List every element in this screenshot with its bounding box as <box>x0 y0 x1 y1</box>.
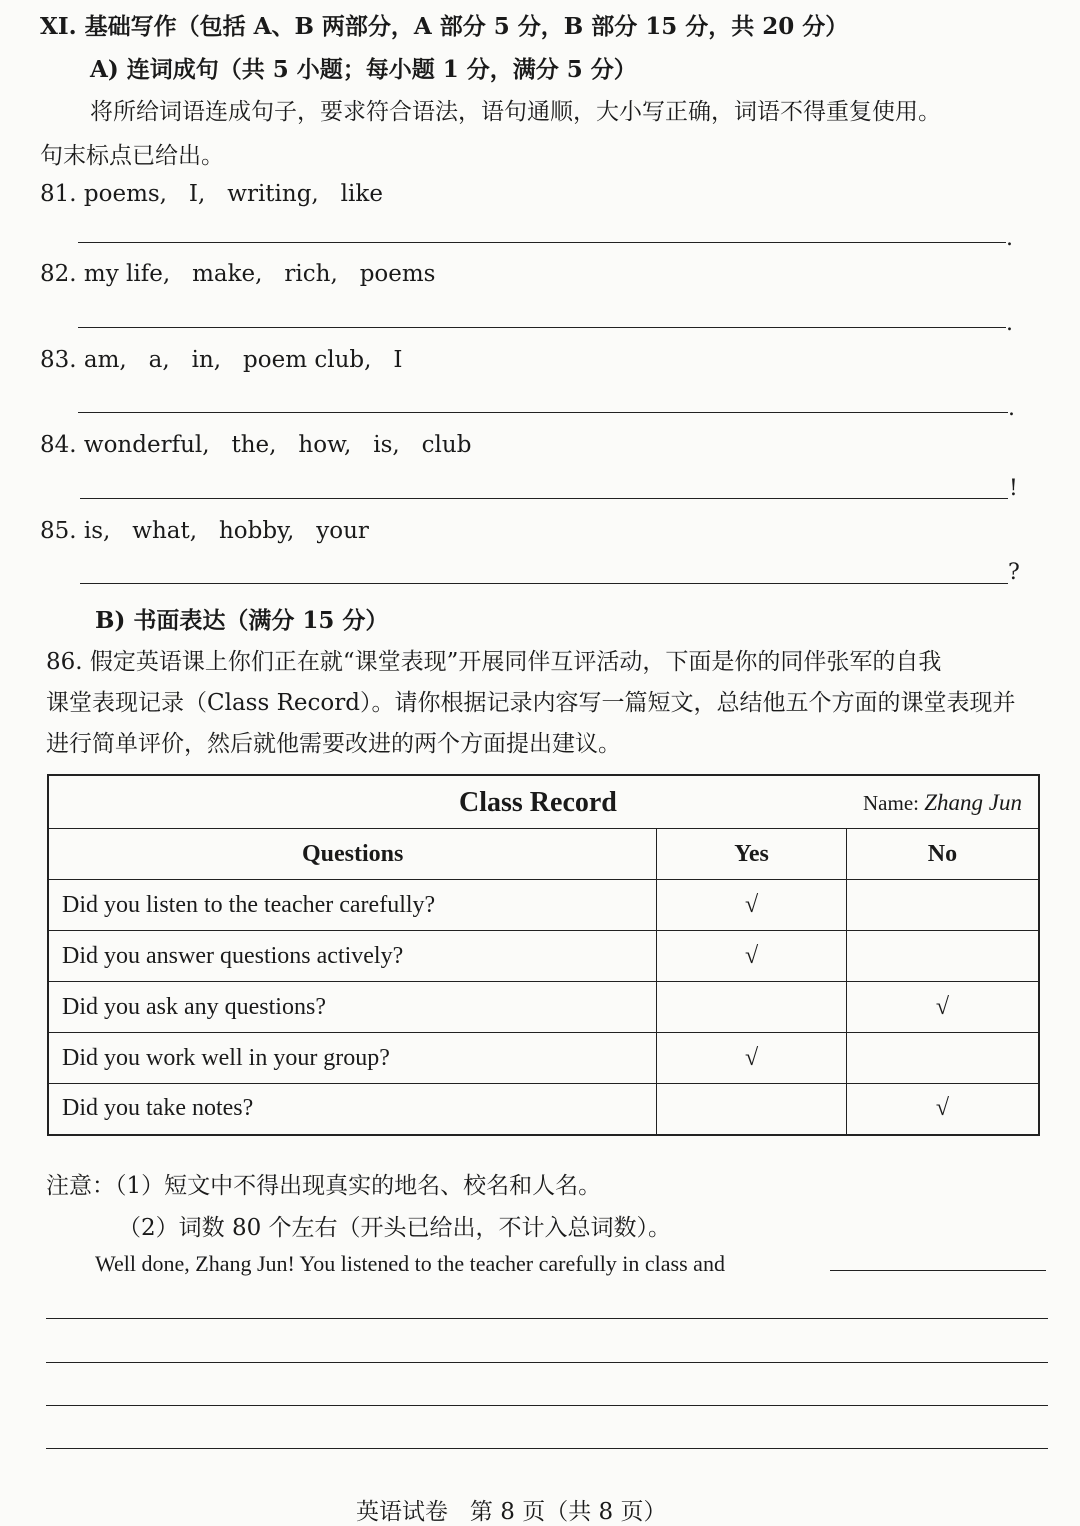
name-value: Zhang Jun <box>924 790 1022 815</box>
question-number: 84. <box>40 432 77 458</box>
row-question: Did you take notes? <box>48 1084 657 1135</box>
header-questions: Questions <box>48 829 657 880</box>
header-no: No <box>846 829 1039 880</box>
yes-check-cell <box>657 982 847 1033</box>
question-words: wonderful, the, how, is, club <box>83 432 472 458</box>
table-title-row <box>48 775 1039 829</box>
essay-line-3[interactable] <box>46 1405 1048 1406</box>
name-label: Name: <box>863 791 925 815</box>
no-check-cell: √ <box>846 1084 1039 1135</box>
part-a-instruction-2: 句末标点已给出。 <box>40 143 224 169</box>
class-record-table <box>47 774 1040 1136</box>
no-check-cell <box>846 931 1039 982</box>
part-b-prompt-2: 课堂表现记录（Class Record）。请你根据记录内容写一篇短文，总结他五个方面的课堂表现并 <box>46 690 1016 716</box>
part-a-instruction-1: 将所给词语连成句子，要求符合语法，语句通顺，大小写正确，词语不得重复使用。 <box>90 99 941 125</box>
answer-line-82[interactable] <box>78 327 1006 328</box>
essay-line-0[interactable] <box>830 1270 1046 1271</box>
part-a-title: A) 连词成句（共 5 小题；每小题 1 分，满分 5 分） <box>90 56 637 83</box>
page-footer: 英语试卷 第 8 页（共 8 页） <box>356 1499 667 1525</box>
yes-check-cell <box>657 1084 847 1135</box>
essay-line-2[interactable] <box>46 1362 1048 1363</box>
note-2: （2）词数 80 个左右（开头已给出，不计入总词数）。 <box>118 1215 672 1241</box>
table-row <box>48 982 1039 1033</box>
yes-check-cell: √ <box>657 931 847 982</box>
no-check-cell <box>846 1033 1039 1084</box>
question-82 <box>40 261 435 287</box>
answer-line-83[interactable] <box>78 412 1008 413</box>
row-question: Did you answer questions actively? <box>48 931 657 982</box>
yes-check-cell: √ <box>657 880 847 931</box>
end-punctuation-82: . <box>1006 311 1013 336</box>
student-name <box>863 790 1022 816</box>
end-punctuation-83: . <box>1008 396 1015 421</box>
question-words: am, a, in, poem club, I <box>83 347 403 373</box>
answer-line-81[interactable] <box>78 242 1006 243</box>
end-punctuation-85: ? <box>1008 560 1020 585</box>
question-81 <box>40 181 383 207</box>
yes-check-cell: √ <box>657 1033 847 1084</box>
question-number: 83. <box>40 347 77 373</box>
question-number: 81. <box>40 181 77 207</box>
question-words: my life, make, rich, poems <box>83 261 436 287</box>
question-number: 82. <box>40 261 77 287</box>
row-question: Did you listen to the teacher carefully? <box>48 880 657 931</box>
question-83 <box>40 347 402 373</box>
row-question: Did you ask any questions? <box>48 982 657 1033</box>
end-punctuation-84: ! <box>1009 476 1018 501</box>
part-b-prompt-3: 进行简单评价，然后就他需要改进的两个方面提出建议。 <box>46 731 621 757</box>
section-title: XI. 基础写作（包括 A、B 两部分，A 部分 5 分，B 部分 15 分，共 20 分） <box>40 13 849 40</box>
table-row <box>48 880 1039 931</box>
essay-opening: Well done, Zhang Jun! You listened to the teacher carefully in class and <box>95 1251 725 1276</box>
header-yes: Yes <box>657 829 847 880</box>
part-b-prompt-1: 86. 假定英语课上你们正在就“课堂表现”开展同伴互评活动，下面是你的同伴张军的自我 <box>46 649 942 675</box>
essay-line-4[interactable] <box>46 1448 1048 1449</box>
question-words: is, what, hobby, your <box>83 518 369 544</box>
question-number: 85. <box>40 518 77 544</box>
part-b-title: B) 书面表达（满分 15 分） <box>95 607 389 634</box>
question-85 <box>40 518 369 544</box>
no-check-cell <box>846 880 1039 931</box>
end-punctuation-81: . <box>1006 226 1013 251</box>
question-words: poems, I, writing, like <box>83 181 383 207</box>
essay-line-1[interactable] <box>46 1318 1048 1319</box>
answer-line-84[interactable] <box>80 498 1008 499</box>
question-84 <box>40 432 471 458</box>
note-1: 注意：（1）短文中不得出现真实的地名、校名和人名。 <box>46 1173 602 1199</box>
table-row <box>48 1084 1039 1135</box>
table-title: Class Record <box>459 787 617 818</box>
no-check-cell: √ <box>846 982 1039 1033</box>
answer-line-85[interactable] <box>80 583 1008 584</box>
table-row <box>48 931 1039 982</box>
row-question: Did you work well in your group? <box>48 1033 657 1084</box>
table-header-row <box>48 829 1039 880</box>
table-row <box>48 1033 1039 1084</box>
